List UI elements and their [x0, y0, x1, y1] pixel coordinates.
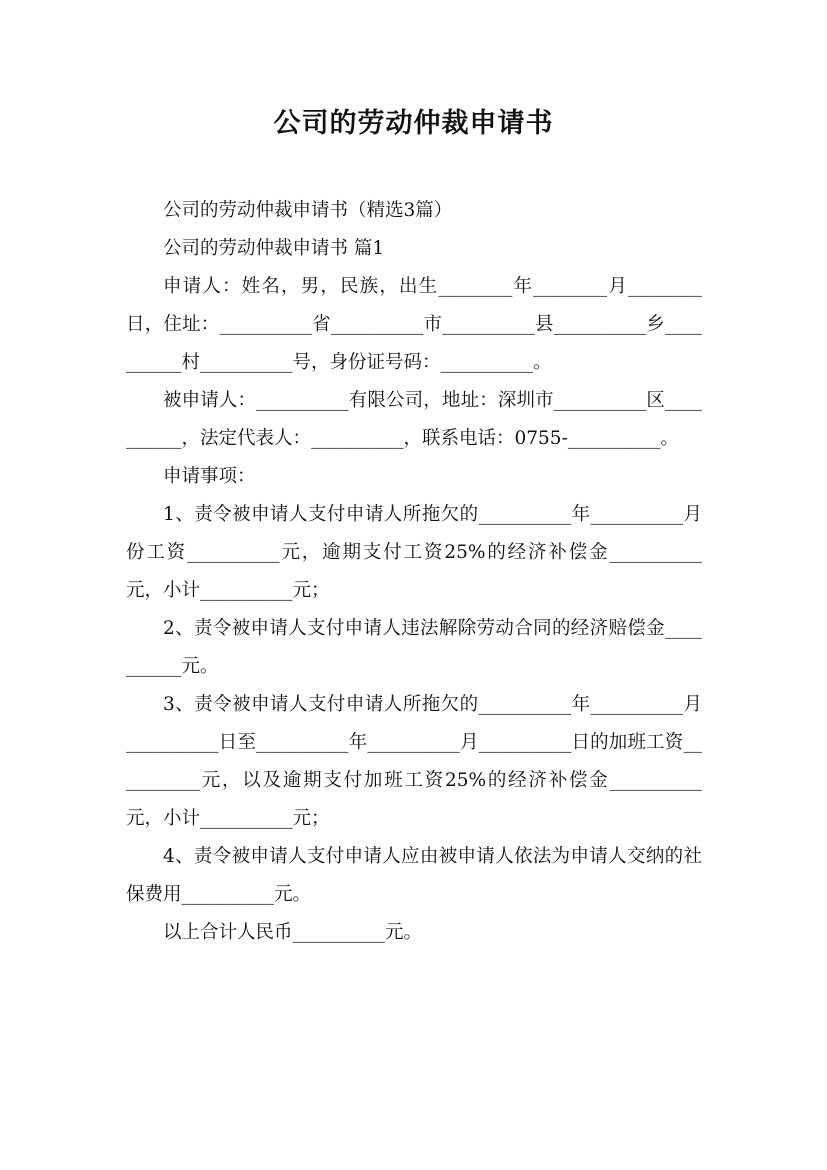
claim-item-3: 3、责令被申请人支付申请人所拖欠的__________年__________月__________日至__________年__________月__________日的加班工资__________元，以及逾期支付加班工资25%的经济补偿金__________元，小计__________元； — [126, 694, 702, 829]
section-heading: 公司的劳动仲裁申请书 篇1 — [163, 238, 385, 259]
claims-heading: 申请事项： — [163, 466, 256, 487]
document-title: 公司的劳动仲裁申请书 — [273, 108, 554, 139]
document-body — [126, 192, 702, 952]
total-line: 以上合计人民币__________元。 — [163, 922, 423, 943]
applicant-paragraph: 申请人：姓名，男，民族，出生________年________月________日，住址：__________省__________市__________县__________乡__________村__________号，身份证号码：__________。 — [126, 276, 702, 373]
claim-item-4: 4、责令被申请人支付申请人应由被申请人依法为申请人交纳的社保费用__________元。 — [126, 846, 702, 905]
claim-item-2: 2、责令被申请人支付申请人违法解除劳动合同的经济赔偿金__________元。 — [126, 618, 702, 677]
subtitle-line: 公司的劳动仲裁申请书（精选3篇） — [163, 200, 453, 221]
respondent-paragraph: 被申请人：__________有限公司，地址：深圳市__________区__________，法定代表人：__________，联系电话：0755-__________。 — [126, 390, 702, 449]
claim-item-1: 1、责令被申请人支付申请人所拖欠的__________年__________月份工资__________元，逾期支付工资25%的经济补偿金__________元，小计__________元； — [126, 504, 702, 601]
